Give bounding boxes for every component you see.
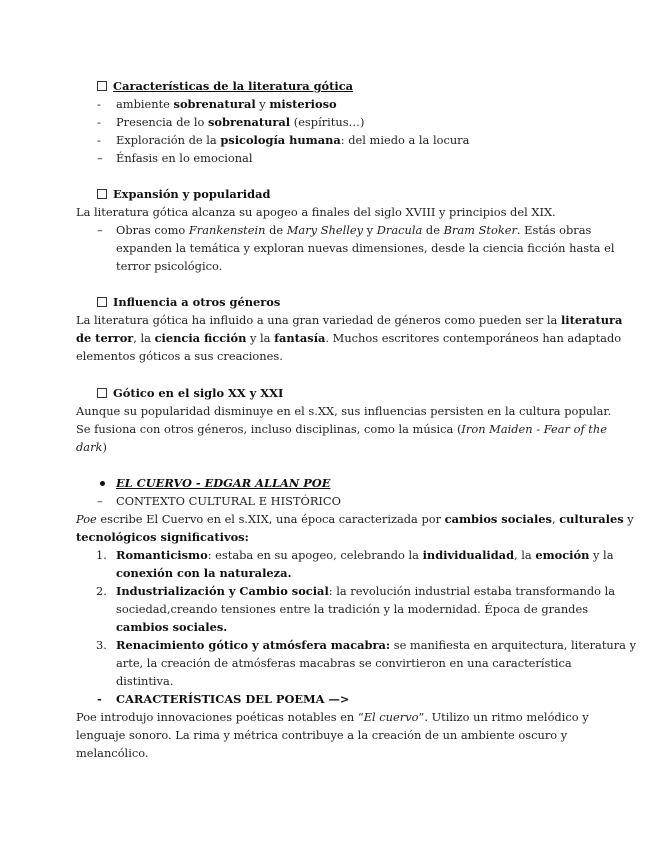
dash-marker: – — [97, 494, 103, 508]
list-item: Énfasis en lo emocional — [116, 151, 253, 165]
list-item: arte, la creación de atmósferas macabras se convirtieron en una característica — [116, 656, 572, 670]
paragraph: terror psicológico. — [116, 259, 223, 273]
list-item: Renacimiento gótico y atmósfera macabra: se manifiesta en arquitectura, literatura y — [116, 638, 637, 652]
paragraph: Se fusiona con otros géneros, incluso disciplinas, como la música (Iron Maiden - Fear of the — [76, 422, 607, 436]
paragraph: Poe escribe El Cuervo en el s.XIX, una época caracterizada por cambios sociales, culturales y — [76, 512, 634, 526]
paragraph: Obras como Frankenstein de Mary Shelley y Dracula de Bram Stoker. Estás obras — [116, 223, 592, 237]
paragraph: Poe introdujo innovaciones poéticas notables en “El cuervo”. Utilizo un ritmo melódico y — [76, 710, 589, 724]
checkbox[interactable] — [97, 297, 107, 307]
checkbox[interactable] — [97, 189, 107, 199]
subheading-context: CONTEXTO CULTURAL E HISTÓRICO — [116, 494, 341, 508]
paragraph: La literatura gótica ha influido a una gran variedad de géneros como pueden ser la literatura — [76, 313, 623, 327]
section-title-el-cuervo: EL CUERVO - EDGAR ALLAN POE — [116, 476, 331, 490]
list-item: ambiente sobrenatural y misterioso — [116, 97, 337, 111]
list-item: Industrialización y Cambio social: la revolución industrial estaba transformando la — [116, 584, 616, 598]
dash-marker: - — [97, 692, 102, 706]
list-number: 1. — [96, 548, 107, 562]
paragraph: Aunque su popularidad disminuye en el s.XX, sus influencias persisten en la cultura popular. — [76, 404, 612, 418]
dash-marker: - — [97, 97, 101, 111]
dash-marker: - — [97, 115, 101, 129]
paragraph: melancólico. — [76, 746, 149, 760]
paragraph: de terror, la ciencia ficción y la fantasía. Muchos escritores contemporáneos han adaptado — [76, 331, 622, 345]
paragraph: La literatura gótica alcanza su apogeo a finales del siglo XVIII y principios del XIX. — [76, 205, 556, 219]
paragraph: dark) — [76, 440, 107, 454]
list-number: 3. — [96, 638, 107, 652]
list-number: 2. — [96, 584, 107, 598]
checkbox[interactable] — [97, 81, 107, 91]
list-item: Exploración de la psicología humana: del miedo a la locura — [116, 133, 470, 147]
section-heading-gothic-characteristics: Características de la literatura gótica — [97, 77, 353, 95]
dash-marker: - — [97, 133, 101, 147]
paragraph: tecnológicos significativos: — [76, 530, 249, 544]
section-heading-influence: Influencia a otros géneros — [97, 293, 280, 311]
paragraph: expanden la temática y exploran nuevas dimensiones, desde la ciencia ficción hasta el — [116, 241, 615, 255]
checkbox[interactable] — [97, 388, 107, 398]
list-item: cambios sociales. — [116, 620, 228, 634]
section-heading-expansion: Expansión y popularidad — [97, 185, 270, 203]
subheading-poem-characteristics: CARACTERÍSTICAS DEL POEMA —> — [116, 692, 350, 706]
paragraph: lenguaje sonoro. La rima y métrica contribuye a la creación de un ambiente oscuro y — [76, 728, 568, 742]
dash-marker: – — [97, 151, 103, 165]
list-item: sociedad,creando tensiones entre la tradición y la modernidad. Época de grandes — [116, 602, 589, 616]
list-item: Presencia de lo sobrenatural (espíritus…) — [116, 115, 365, 129]
list-item: conexión con la naturaleza. — [116, 566, 292, 580]
list-item: Romanticismo: estaba en su apogeo, celebrando la individualidad, la emoción y la — [116, 548, 614, 562]
bullet-marker — [100, 481, 105, 486]
section-heading-gothic-20-21: Gótico en el siglo XX y XXI — [97, 384, 283, 402]
list-item: distintiva. — [116, 674, 174, 688]
paragraph: elementos góticos a sus creaciones. — [76, 349, 283, 363]
dash-marker: – — [97, 223, 103, 237]
